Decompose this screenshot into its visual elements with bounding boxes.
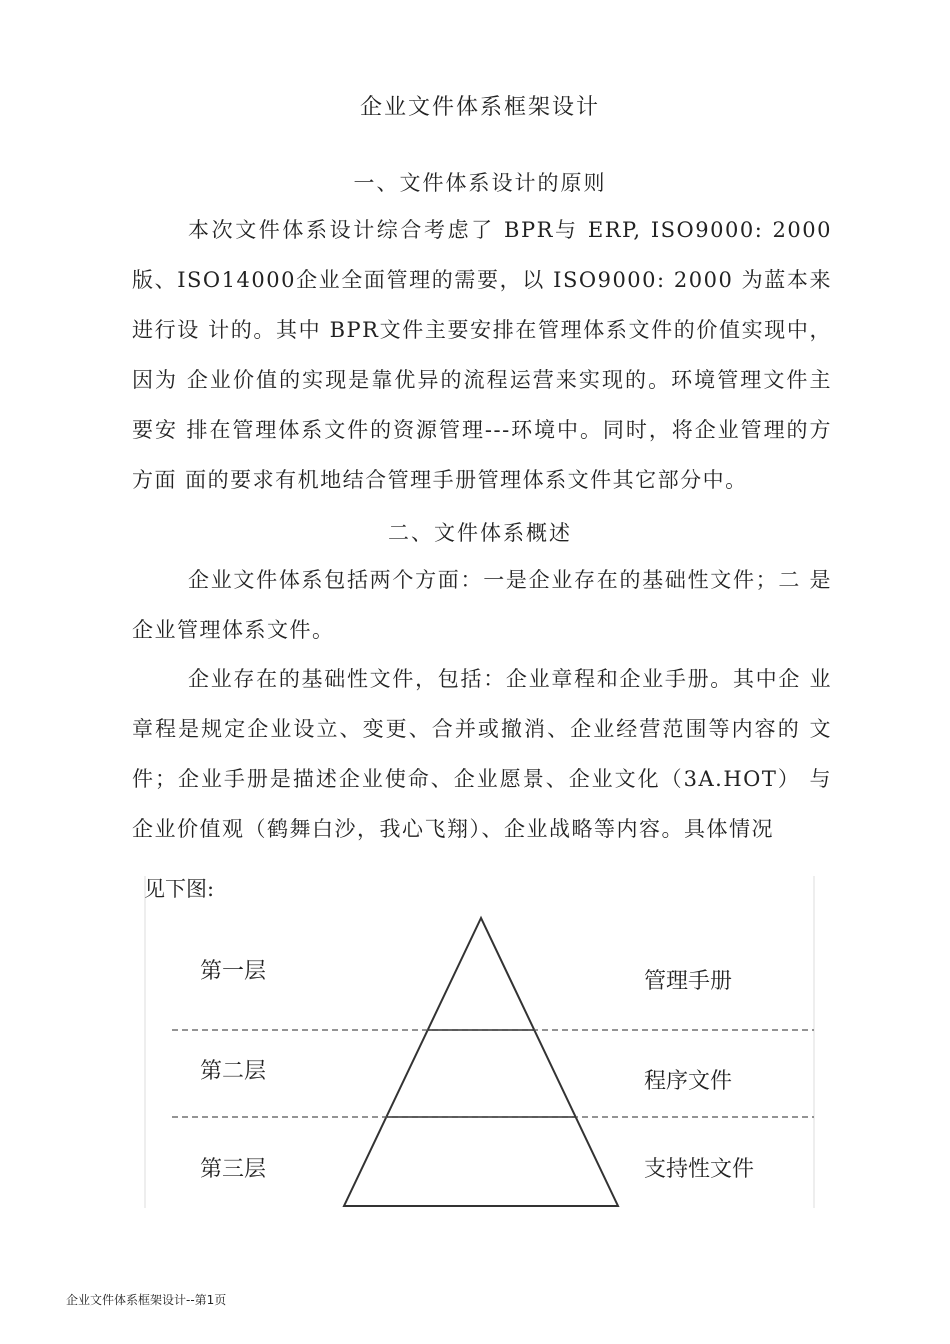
page-footer: 企业文件体系框架设计--第1页 <box>66 1293 227 1307</box>
pyramid-diagram <box>144 876 816 1208</box>
paragraph-overview-basics: 企业存在的基础性文件，包括：企业章程和企业手册。其中企 业章程是规定企业设立、变更、合并或撤消、企业经营范围等内容的 文件；企业手册是描述企业使命、企业愿景、企业文化（3A.HOT） 与企业价值观（鹤舞白沙，我心飞翔）、企业战略等内容。具体情况 <box>132 667 832 841</box>
document-title: 企业文件体系框架设计 <box>359 95 600 120</box>
figure-caption: 见下图: <box>144 877 215 901</box>
layer-3-label: 第三层 <box>200 1157 267 1182</box>
layer-1-label: 第一层 <box>200 959 267 984</box>
section-heading-principles: 一、文件体系设计的原则 <box>353 171 607 195</box>
layer-1-document: 管理手册 <box>644 969 733 994</box>
layer-2-label: 第二层 <box>200 1059 267 1084</box>
paragraph-overview-intro: 企业文件体系包括两个方面：一是企业存在的基础性文件；二 是企业管理体系文件。 <box>132 568 832 642</box>
layer-2-document: 程序文件 <box>644 1069 733 1094</box>
pyramid-figure <box>144 876 816 1208</box>
paragraph-principles: 本次文件体系设计综合考虑了 BPR与 ERP, ISO9000: 2000 版、ISO14000企业全面管理的需要，以 ISO9000: 2000 为蓝本来进行设 计的。其中 BPR文件主要安排在管理体系文件的价值实现中，因为 企业价值的实现是靠优异的流程运营来实现的。环境管理文件主要安 排在管理体系文件的资源管理---环境中。同时，将企业管理的方方面 面的要求有机地结合管理手册管理体系文件其它部分中。 <box>132 218 832 492</box>
pyramid-triangle <box>344 918 618 1206</box>
section-heading-overview: 二、文件体系概述 <box>388 521 572 545</box>
layer-3-document: 支持性文件 <box>644 1157 755 1182</box>
